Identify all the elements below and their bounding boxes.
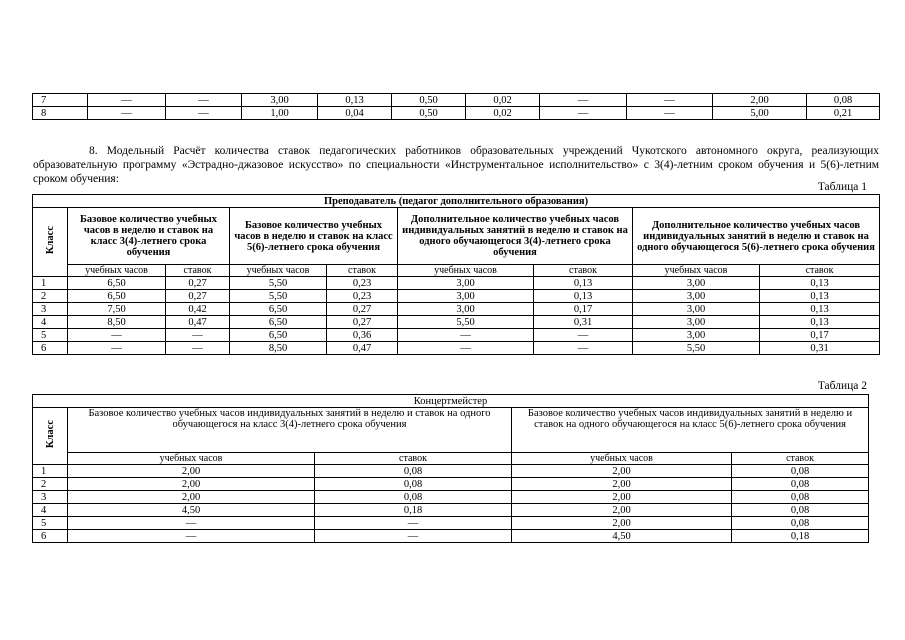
table-cell: — xyxy=(166,94,242,107)
table-cell: 6,50 xyxy=(230,329,327,342)
table-cell: 4,50 xyxy=(68,504,315,517)
table2-sub-hours: учебных часов xyxy=(68,453,315,465)
table-cell: 0,23 xyxy=(327,277,398,290)
table-cell: 0,02 xyxy=(466,107,540,120)
table-row xyxy=(33,517,869,530)
table-cell: 0,27 xyxy=(327,303,398,316)
table-cell: 0,36 xyxy=(327,329,398,342)
table-cell: — xyxy=(398,329,534,342)
table1-teacher xyxy=(32,194,880,355)
table-cell: 4,50 xyxy=(512,530,732,543)
table-cell: 0,27 xyxy=(327,316,398,329)
table-cell: 0,23 xyxy=(327,290,398,303)
table-cell: 0,13 xyxy=(760,316,880,329)
table-cell: — xyxy=(88,94,166,107)
table-cell: 5,50 xyxy=(633,342,760,355)
table2-group-2: Базовое количество учебных часов индивидуальных занятий в неделю и ставок на одного обучающегося на класс 5(6)-летнего срока обучения xyxy=(512,408,869,453)
table2-sub-rate: ставок xyxy=(315,453,512,465)
table-cell: 5,00 xyxy=(713,107,807,120)
table-row xyxy=(33,504,869,517)
row-class-cell: 2 xyxy=(33,478,68,491)
table-row xyxy=(33,94,880,107)
table-cell: 0,08 xyxy=(315,465,512,478)
table-cell: 0,08 xyxy=(732,491,869,504)
table1-sub-rate: ставок xyxy=(166,265,230,277)
table-cell: 5,50 xyxy=(398,316,534,329)
row-class-cell: 5 xyxy=(33,517,68,530)
table-cell: 0,47 xyxy=(166,316,230,329)
row-class-cell: 4 xyxy=(33,316,68,329)
table-row xyxy=(33,329,880,342)
table-cell: — xyxy=(166,342,230,355)
table-cell: 0,08 xyxy=(807,94,880,107)
table-cell: 2,00 xyxy=(512,465,732,478)
table-cell: 2,00 xyxy=(68,478,315,491)
table1-sub-hours: учебных часов xyxy=(633,265,760,277)
table-row xyxy=(33,491,869,504)
table-cell: — xyxy=(315,530,512,543)
table-cell: 3,00 xyxy=(633,316,760,329)
table-row xyxy=(33,303,880,316)
row-class-cell: 8 xyxy=(33,107,88,120)
table-cell: 0,13 xyxy=(534,290,633,303)
table-cell: — xyxy=(627,107,713,120)
table1-sub-rate: ставок xyxy=(534,265,633,277)
table-cell: 3,00 xyxy=(633,277,760,290)
table-cell: — xyxy=(627,94,713,107)
table-cell: 0,17 xyxy=(534,303,633,316)
table-cell: 0,13 xyxy=(760,290,880,303)
table-cell: 1,00 xyxy=(242,107,318,120)
table-cell: 0,13 xyxy=(760,303,880,316)
table-cell: 6,50 xyxy=(68,290,166,303)
table1-sub-rate: ставок xyxy=(327,265,398,277)
table2-label: Таблица 2 xyxy=(817,380,867,392)
table-row xyxy=(33,465,869,478)
top-table-body xyxy=(33,94,880,120)
table-row xyxy=(33,290,880,303)
table-cell: 0,13 xyxy=(760,277,880,290)
table-cell: — xyxy=(398,342,534,355)
table-cell: 2,00 xyxy=(512,478,732,491)
table-cell: 0,08 xyxy=(732,517,869,530)
table2-sub-hours: учебных часов xyxy=(512,453,732,465)
table2-klass-label: Класс xyxy=(44,420,56,449)
table-cell: 2,00 xyxy=(512,504,732,517)
table-cell: 8,50 xyxy=(68,316,166,329)
table2-klass-header xyxy=(33,408,68,465)
table-cell: 0,08 xyxy=(732,478,869,491)
table-cell: 0,08 xyxy=(732,504,869,517)
table-cell: 2,00 xyxy=(68,465,315,478)
table-cell: 0,13 xyxy=(534,277,633,290)
row-class-cell: 3 xyxy=(33,303,68,316)
row-class-cell: 6 xyxy=(33,342,68,355)
table-cell: 0,02 xyxy=(466,94,540,107)
table-cell: 2,00 xyxy=(512,517,732,530)
section-paragraph xyxy=(33,144,879,186)
row-class-cell: 3 xyxy=(33,491,68,504)
table-cell: 3,00 xyxy=(633,329,760,342)
table-cell: 6,50 xyxy=(230,316,327,329)
table2-group-1: Базовое количество учебных часов индивидуальных занятий в неделю и ставок на одного обучающегося на класс 3(4)-летнего срока обучения xyxy=(68,408,512,453)
table-cell: — xyxy=(166,107,242,120)
row-class-cell: 2 xyxy=(33,290,68,303)
row-class-cell: 6 xyxy=(33,530,68,543)
table1-label: Таблица 1 xyxy=(817,181,867,193)
table-cell: 0,21 xyxy=(807,107,880,120)
table1-klass-label: Класс xyxy=(44,226,56,255)
table-cell: 3,00 xyxy=(398,290,534,303)
table-cell: — xyxy=(166,329,230,342)
table-cell: 3,00 xyxy=(633,290,760,303)
table-cell: 0,31 xyxy=(760,342,880,355)
table1-sub-hours: учебных часов xyxy=(398,265,534,277)
table-cell: 0,31 xyxy=(534,316,633,329)
table-cell: 0,18 xyxy=(732,530,869,543)
table-row xyxy=(33,478,869,491)
table-cell: 0,17 xyxy=(760,329,880,342)
table-cell: 0,18 xyxy=(315,504,512,517)
table-row xyxy=(33,530,869,543)
table-cell: 6,50 xyxy=(68,277,166,290)
table-cell: 0,08 xyxy=(315,478,512,491)
table-cell: 0,08 xyxy=(732,465,869,478)
table-cell: 0,13 xyxy=(318,94,392,107)
table-cell: — xyxy=(68,329,166,342)
table1-group-3: Дополнительное количество учебных часов индивидуальных занятий в неделю и ставок на одного обучающегося 3(4)-летнего срока обучения xyxy=(398,208,633,265)
table1-group-2: Базовое количество учебных часов в неделю и ставок на класс 5(6)-летнего срока обучения xyxy=(230,208,398,265)
table-row xyxy=(33,316,880,329)
table1-title: Преподаватель (педагог дополнительного образования) xyxy=(33,195,880,208)
table-cell: — xyxy=(534,329,633,342)
table-cell: 2,00 xyxy=(68,491,315,504)
table-cell: — xyxy=(540,107,627,120)
table1-group-4: Дополнительное количество учебных часов индивидуальных занятий в неделю и ставок на одного обучающегося 5(6)-летнего срока обучения xyxy=(633,208,880,265)
table-cell: 3,00 xyxy=(633,303,760,316)
row-class-cell: 1 xyxy=(33,277,68,290)
table1-body xyxy=(33,277,880,355)
table-cell: 0,27 xyxy=(166,277,230,290)
table-cell: — xyxy=(88,107,166,120)
paragraph-text: 8. Модельный Расчёт количества ставок педагогических работников образовательных учреждений Чукотского автономного округа, реализующих образовательную программу «Эстрадно-джазовое искусство» по специальности «Инструментальное исполнительство» с 3(4)-летним сроком обучения и 5(6)-летним сроком обучения: xyxy=(33,145,879,185)
table-cell: 2,00 xyxy=(713,94,807,107)
table-cell: 7,50 xyxy=(68,303,166,316)
table-row xyxy=(33,342,880,355)
table1-sub-hours: учебных часов xyxy=(230,265,327,277)
table2-title: Концертмейстер xyxy=(33,395,869,408)
table-cell: — xyxy=(534,342,633,355)
table-cell: 3,00 xyxy=(398,303,534,316)
table-row xyxy=(33,107,880,120)
table2-sub-rate: ставок xyxy=(732,453,869,465)
table-cell: — xyxy=(315,517,512,530)
table-cell: 3,00 xyxy=(242,94,318,107)
table-cell: 5,50 xyxy=(230,290,327,303)
row-class-cell: 5 xyxy=(33,329,68,342)
table1-sub-hours: учебных часов xyxy=(68,265,166,277)
table-cell: 2,00 xyxy=(512,491,732,504)
table-cell: — xyxy=(68,517,315,530)
top-table-fragment xyxy=(32,93,880,120)
table1-group-1: Базовое количество учебных часов в неделю и ставок на класс 3(4)-летнего срока обучения xyxy=(68,208,230,265)
table-cell: 6,50 xyxy=(230,303,327,316)
table-cell: 3,00 xyxy=(398,277,534,290)
row-class-cell: 1 xyxy=(33,465,68,478)
table2-accompanist xyxy=(32,394,869,543)
table-row xyxy=(33,277,880,290)
table-cell: 0,27 xyxy=(166,290,230,303)
table1-klass-header xyxy=(33,208,68,277)
row-class-cell: 4 xyxy=(33,504,68,517)
table-cell: 0,04 xyxy=(318,107,392,120)
table-cell: — xyxy=(540,94,627,107)
table-cell: — xyxy=(68,342,166,355)
table2-body xyxy=(33,465,869,543)
table-cell: 0,47 xyxy=(327,342,398,355)
table-cell: 0,50 xyxy=(392,107,466,120)
table-cell: 5,50 xyxy=(230,277,327,290)
table1-sub-rate: ставок xyxy=(760,265,880,277)
table-cell: 0,42 xyxy=(166,303,230,316)
table-cell: 0,50 xyxy=(392,94,466,107)
table-cell: 8,50 xyxy=(230,342,327,355)
table-cell: — xyxy=(68,530,315,543)
table-cell: 0,08 xyxy=(315,491,512,504)
row-class-cell: 7 xyxy=(33,94,88,107)
